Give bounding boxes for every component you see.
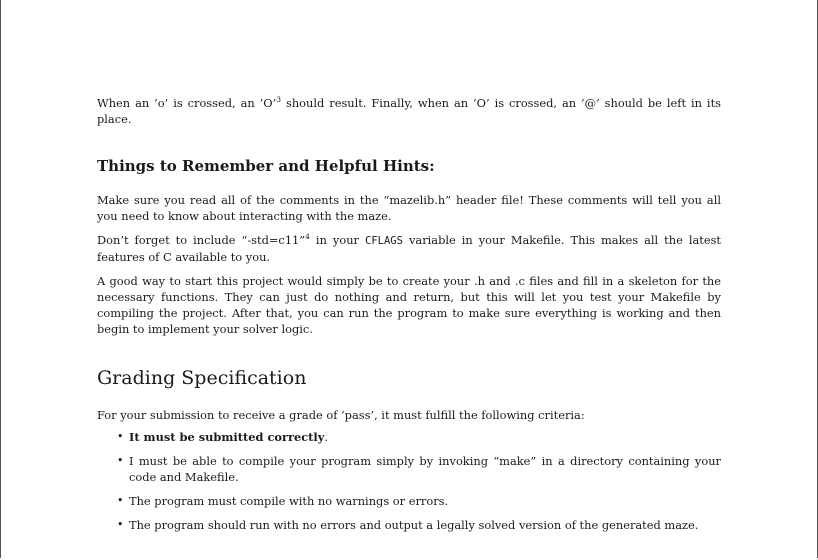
hints-paragraph-3: A good way to start this project would simply be to create your .h and .c files and fill in a skeleton for the necessary functions. They can just do nothing and return, but this will let you test your Makefile by compiling the project. After that, you can run the program to make sure everything is working and then begin to implement your solver logic. (97, 274, 721, 336)
hints-p2-text-c: variable in your Makefile. This makes all the latest features of C available to you. (97, 233, 721, 264)
criterion-1-bold: It must be submitted correctly (129, 430, 325, 444)
intro-text-2: should result. Finally, when an ’O’ is crossed, an ’@’ should be left in its place. (97, 96, 721, 126)
grading-intro: For your submission to receive a grade of ‘pass’, it must fulfill the following criteria: (97, 408, 585, 422)
hints-p2-text-a: Don’t forget to include “-std=c11” (97, 233, 306, 247)
bullet-icon: • (117, 494, 124, 507)
hints-p2-text-b: in your (309, 233, 366, 247)
criterion-4: The program should run with no errors and output a legally solved version of the generated maze. (129, 518, 699, 532)
bullet-icon: • (117, 518, 124, 531)
cflags-code: CFLAGS (365, 235, 403, 247)
intro-paragraph (97, 95, 721, 127)
footnote-mark-4[interactable]: 4 (305, 232, 310, 241)
hints-paragraph-1: Make sure you read all of the comments in the “mazelib.h” header file! These comments will tell you all you need to know about interacting with the maze. (97, 193, 721, 223)
intro-quote: ’ (272, 96, 277, 110)
list-item (117, 493, 721, 509)
hints-heading: Things to Remember and Helpful Hints: (97, 157, 435, 175)
grading-heading: Grading Specification (97, 367, 307, 389)
footnote-mark-3[interactable]: 3 (276, 95, 282, 104)
list-item (117, 517, 721, 533)
criterion-3: The program must compile with no warnings or errors. (129, 494, 449, 508)
document-body (97, 95, 721, 541)
list-item (117, 429, 721, 445)
bullet-icon: • (117, 454, 124, 467)
criteria-list (97, 429, 721, 533)
list-item (117, 453, 721, 485)
criterion-1-rest: . (324, 430, 328, 444)
bullet-icon: • (117, 430, 124, 443)
criterion-2: I must be able to compile your program simply by invoking “make” in a directory containing your code and Makefile. (129, 454, 721, 484)
intro-text-1: When an ’o’ is crossed, an ’O (97, 96, 273, 110)
hints-paragraph-2 (97, 232, 721, 265)
